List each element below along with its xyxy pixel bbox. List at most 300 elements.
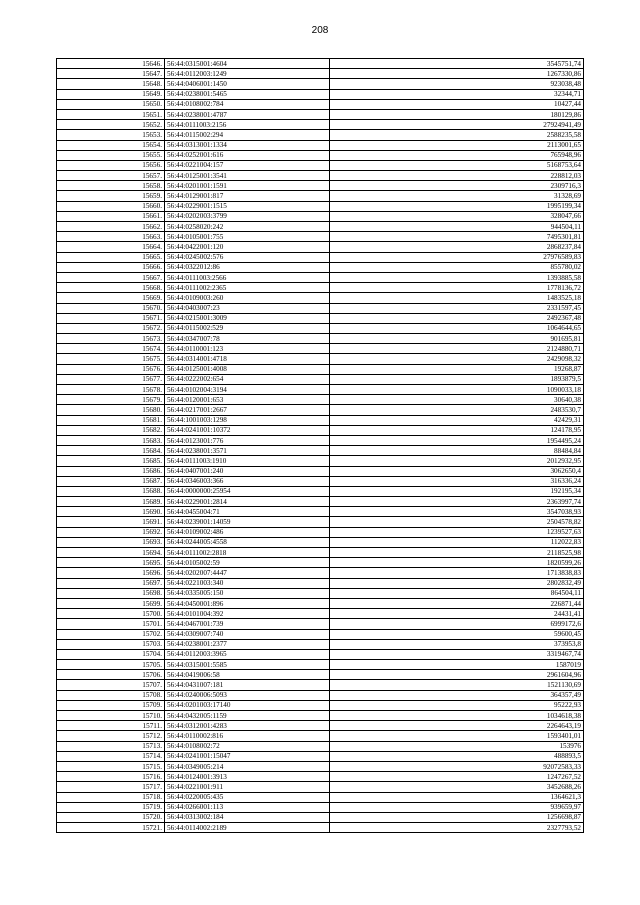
table-row xyxy=(57,741,584,751)
table-row xyxy=(57,364,584,374)
cadastral-number-cell: 56:44:0215001:3009 xyxy=(165,313,330,323)
cadastral-value-cell: 19268,87 xyxy=(330,364,584,374)
cadastral-value-cell: 5168753,64 xyxy=(330,160,584,170)
page-number: 208 xyxy=(311,25,329,36)
row-number-cell: 15702. xyxy=(57,629,165,639)
cadastral-number-cell: 56:44:0114002:2189 xyxy=(165,823,330,833)
cadastral-value-cell: 901695,81 xyxy=(330,334,584,344)
row-number-cell: 15711. xyxy=(57,721,165,731)
cadastral-number-cell: 56:44:0111003:1910 xyxy=(165,456,330,466)
cadastral-number-cell: 56:44:0221004:157 xyxy=(165,160,330,170)
table-row xyxy=(57,252,584,262)
cadastral-number-cell: 56:44:0220005:435 xyxy=(165,792,330,802)
cadastral-value-cell: 2961604,96 xyxy=(330,670,584,680)
table-row xyxy=(57,792,584,802)
cadastral-value-cell: 1034618,38 xyxy=(330,711,584,721)
row-number-cell: 15647. xyxy=(57,69,165,79)
row-number-cell: 15719. xyxy=(57,802,165,812)
cadastral-number-cell: 56:44:0217001:2667 xyxy=(165,405,330,415)
cadastral-value-cell: 1064644,65 xyxy=(330,323,584,333)
table-row xyxy=(57,232,584,242)
table-row xyxy=(57,629,584,639)
row-number-cell: 15657. xyxy=(57,171,165,181)
table-row xyxy=(57,242,584,252)
cadastral-number-cell: 56:44:0315001:4604 xyxy=(165,59,330,69)
cadastral-value-cell: 1778136,72 xyxy=(330,283,584,293)
table-row xyxy=(57,772,584,782)
cadastral-number-cell: 56:44:0222002:654 xyxy=(165,374,330,384)
cadastral-number-cell: 56:44:0252001:616 xyxy=(165,150,330,160)
table-row xyxy=(57,609,584,619)
cadastral-value-cell: 1256698,87 xyxy=(330,812,584,822)
table-row xyxy=(57,517,584,527)
cadastral-number-cell: 56:44:0266001:113 xyxy=(165,802,330,812)
cadastral-number-cell: 56:44:0201003:17140 xyxy=(165,700,330,710)
cadastral-value-cell: 1713838,83 xyxy=(330,568,584,578)
table-row xyxy=(57,568,584,578)
cadastral-value-cell: 95222,93 xyxy=(330,700,584,710)
cadastral-number-cell: 56:44:0102004:3194 xyxy=(165,385,330,395)
table-row xyxy=(57,120,584,130)
row-number-cell: 15676. xyxy=(57,364,165,374)
cadastral-number-cell: 56:44:0229001:2814 xyxy=(165,497,330,507)
cadastral-value-cell: 3452688,26 xyxy=(330,782,584,792)
row-number-cell: 15659. xyxy=(57,191,165,201)
row-number-cell: 15653. xyxy=(57,130,165,140)
cadastral-value-cell: 1267330,86 xyxy=(330,69,584,79)
cadastral-value-cell: 226871,44 xyxy=(330,598,584,608)
cadastral-value-cell: 2429098,32 xyxy=(330,354,584,364)
table-row xyxy=(57,89,584,99)
cadastral-number-cell: 56:44:0108002:784 xyxy=(165,99,330,109)
cadastral-number-cell: 56:44:0238001:3571 xyxy=(165,446,330,456)
cadastral-value-cell: 10427,44 xyxy=(330,99,584,109)
table-row xyxy=(57,497,584,507)
row-number-cell: 15690. xyxy=(57,507,165,517)
table-row xyxy=(57,425,584,435)
cadastral-number-cell: 56:44:0313002:184 xyxy=(165,812,330,822)
table-row xyxy=(57,405,584,415)
cadastral-value-cell: 124178,95 xyxy=(330,425,584,435)
row-number-cell: 15652. xyxy=(57,120,165,130)
row-number-cell: 15701. xyxy=(57,619,165,629)
table-row xyxy=(57,79,584,89)
cadastral-value-cell: 27976589,83 xyxy=(330,252,584,262)
cadastral-number-cell: 56:44:0229001:1515 xyxy=(165,201,330,211)
cadastral-number-cell: 56:44:0322012:86 xyxy=(165,262,330,272)
row-number-cell: 15685. xyxy=(57,456,165,466)
cadastral-number-cell: 56:44:0467001:739 xyxy=(165,619,330,629)
cadastral-value-cell: 1893879,5 xyxy=(330,374,584,384)
cadastral-number-cell: 56:44:0202007:4447 xyxy=(165,568,330,578)
table-row xyxy=(57,99,584,109)
row-number-cell: 15688. xyxy=(57,486,165,496)
cadastral-value-cell: 2588235,58 xyxy=(330,130,584,140)
row-number-cell: 15679. xyxy=(57,395,165,405)
cadastral-value-cell: 3545751,74 xyxy=(330,59,584,69)
table-row xyxy=(57,486,584,496)
table-row xyxy=(57,598,584,608)
row-number-cell: 15720. xyxy=(57,812,165,822)
cadastral-value-cell: 2113001,65 xyxy=(330,140,584,150)
cadastral-value-cell: 7495301,81 xyxy=(330,232,584,242)
cadastral-value-cell: 1247267,52 xyxy=(330,772,584,782)
cadastral-number-cell: 56:44:0105002:59 xyxy=(165,558,330,568)
row-number-cell: 15704. xyxy=(57,649,165,659)
table-row xyxy=(57,374,584,384)
table-row xyxy=(57,690,584,700)
row-number-cell: 15654. xyxy=(57,140,165,150)
cadastral-value-cell: 2483530,7 xyxy=(330,405,584,415)
cadastral-number-cell: 56:44:0238001:2377 xyxy=(165,639,330,649)
row-number-cell: 15683. xyxy=(57,435,165,445)
cadastral-value-cell: 488893,5 xyxy=(330,751,584,761)
cadastral-value-cell: 1483525,18 xyxy=(330,293,584,303)
cadastral-value-cell: 1239527,63 xyxy=(330,527,584,537)
table-row xyxy=(57,334,584,344)
cadastral-value-cell: 30640,38 xyxy=(330,395,584,405)
row-number-cell: 15651. xyxy=(57,109,165,119)
table-row xyxy=(57,466,584,476)
table-row xyxy=(57,262,584,272)
table-row xyxy=(57,303,584,313)
cadastral-number-cell: 56:44:0125001:3541 xyxy=(165,171,330,181)
cadastral-number-cell: 56:44:0120001:653 xyxy=(165,395,330,405)
table-row xyxy=(57,619,584,629)
cadastral-number-cell: 56:44:0109002:486 xyxy=(165,527,330,537)
row-number-cell: 15718. xyxy=(57,792,165,802)
cadastral-value-cell: 180129,86 xyxy=(330,109,584,119)
table-row xyxy=(57,211,584,221)
cadastral-value-cell: 939659,97 xyxy=(330,802,584,812)
table-row xyxy=(57,344,584,354)
cadastral-value-cell: 153976 xyxy=(330,741,584,751)
row-number-cell: 15684. xyxy=(57,446,165,456)
cadastral-value-cell: 24431,41 xyxy=(330,609,584,619)
cadastral-value-cell: 1593401,01 xyxy=(330,731,584,741)
row-number-cell: 15709. xyxy=(57,700,165,710)
cadastral-number-cell: 56:44:0455004:71 xyxy=(165,507,330,517)
cadastral-number-cell: 56:44:0407001:240 xyxy=(165,466,330,476)
row-number-cell: 15665. xyxy=(57,252,165,262)
row-number-cell: 15661. xyxy=(57,211,165,221)
row-number-cell: 15674. xyxy=(57,344,165,354)
cadastral-number-cell: 56:44:0403007:23 xyxy=(165,303,330,313)
cadastral-number-cell: 56:44:0432005:1159 xyxy=(165,711,330,721)
cadastral-value-cell: 2331597,45 xyxy=(330,303,584,313)
cadastral-number-cell: 56:44:0312001:4283 xyxy=(165,721,330,731)
row-number-cell: 15682. xyxy=(57,425,165,435)
row-number-cell: 15671. xyxy=(57,313,165,323)
row-number-cell: 15694. xyxy=(57,548,165,558)
cadastral-number-cell: 56:44:0124001:3913 xyxy=(165,772,330,782)
table-row xyxy=(57,59,584,69)
table-row xyxy=(57,191,584,201)
cadastral-value-cell: 864504,11 xyxy=(330,588,584,598)
cadastral-number-cell: 56:44:0112003:1249 xyxy=(165,69,330,79)
cadastral-value-cell: 192195,34 xyxy=(330,486,584,496)
table-row xyxy=(57,140,584,150)
cadastral-number-cell: 56:44:0431007:181 xyxy=(165,680,330,690)
table-row xyxy=(57,711,584,721)
row-number-cell: 15658. xyxy=(57,181,165,191)
row-number-cell: 15695. xyxy=(57,558,165,568)
cadastral-value-cell: 1820599,26 xyxy=(330,558,584,568)
row-number-cell: 15686. xyxy=(57,466,165,476)
row-number-cell: 15708. xyxy=(57,690,165,700)
cadastral-number-cell: 56:44:0313001:1334 xyxy=(165,140,330,150)
cadastral-value-cell: 2504578,82 xyxy=(330,517,584,527)
row-number-cell: 15660. xyxy=(57,201,165,211)
cadastral-value-cell: 2363997,74 xyxy=(330,497,584,507)
table-row xyxy=(57,323,584,333)
cadastral-number-cell: 56:44:0244005:4558 xyxy=(165,537,330,547)
cadastral-number-cell: 56:44:0347007:78 xyxy=(165,334,330,344)
row-number-cell: 15666. xyxy=(57,262,165,272)
row-number-cell: 15689. xyxy=(57,497,165,507)
cadastral-number-cell: 56:44:0111003:2566 xyxy=(165,272,330,282)
table-row xyxy=(57,171,584,181)
table-row xyxy=(57,731,584,741)
cadastral-value-cell: 32344,71 xyxy=(330,89,584,99)
cadastral-number-cell: 56:44:0240006:5093 xyxy=(165,690,330,700)
cadastral-value-cell: 373953,8 xyxy=(330,639,584,649)
cadastral-value-cell: 364357,49 xyxy=(330,690,584,700)
row-number-cell: 15713. xyxy=(57,741,165,751)
cadastral-number-cell: 56:44:0125001:4008 xyxy=(165,364,330,374)
row-number-cell: 15675. xyxy=(57,354,165,364)
cadastral-number-cell: 56:44:0111002:2365 xyxy=(165,283,330,293)
cadastral-value-cell: 1090033,18 xyxy=(330,385,584,395)
table-row xyxy=(57,721,584,731)
cadastral-value-cell: 92072583,33 xyxy=(330,761,584,771)
cadastral-number-cell: 56:44:0110002:816 xyxy=(165,731,330,741)
table-row xyxy=(57,507,584,517)
cadastral-number-cell: 56:44:0346003:366 xyxy=(165,476,330,486)
table-row xyxy=(57,700,584,710)
table-row xyxy=(57,456,584,466)
cadastral-value-cell: 2012932,95 xyxy=(330,456,584,466)
cadastral-number-cell: 56:44:0000000:25954 xyxy=(165,486,330,496)
table-row xyxy=(57,160,584,170)
table-row xyxy=(57,802,584,812)
cadastral-number-cell: 56:44:0258020:242 xyxy=(165,222,330,232)
row-number-cell: 15667. xyxy=(57,272,165,282)
table-row xyxy=(57,272,584,282)
cadastral-value-cell: 3547038,93 xyxy=(330,507,584,517)
table-row xyxy=(57,293,584,303)
table-row xyxy=(57,649,584,659)
table-row xyxy=(57,69,584,79)
cadastral-number-cell: 56:44:0245002:576 xyxy=(165,252,330,262)
cadastral-value-cell: 27924941,49 xyxy=(330,120,584,130)
table-row xyxy=(57,670,584,680)
cadastral-number-cell: 56:44:0422001:120 xyxy=(165,242,330,252)
row-number-cell: 15700. xyxy=(57,609,165,619)
row-number-cell: 15687. xyxy=(57,476,165,486)
cadastral-number-cell: 56:44:0112003:3965 xyxy=(165,649,330,659)
cadastral-number-cell: 56:44:0335005:150 xyxy=(165,588,330,598)
cadastral-number-cell: 56:44:0101004:392 xyxy=(165,609,330,619)
cadastral-value-cell: 1995199,34 xyxy=(330,201,584,211)
cadastral-number-cell: 56:44:0129001:817 xyxy=(165,191,330,201)
row-number-cell: 15721. xyxy=(57,823,165,833)
table-row xyxy=(57,283,584,293)
cadastral-number-cell: 56:44:0111003:2156 xyxy=(165,120,330,130)
table-row xyxy=(57,639,584,649)
table-row xyxy=(57,537,584,547)
cadastral-number-cell: 56:44:0349005:214 xyxy=(165,761,330,771)
table-row xyxy=(57,313,584,323)
row-number-cell: 15669. xyxy=(57,293,165,303)
row-number-cell: 15663. xyxy=(57,232,165,242)
cadastral-value-cell: 923038,48 xyxy=(330,79,584,89)
row-number-cell: 15677. xyxy=(57,374,165,384)
cadastral-number-cell: 56:44:0123001:776 xyxy=(165,435,330,445)
row-number-cell: 15697. xyxy=(57,578,165,588)
table-row xyxy=(57,446,584,456)
table-row xyxy=(57,761,584,771)
cadastral-value-cell: 3319467,74 xyxy=(330,649,584,659)
cadastral-value-cell: 1393885,58 xyxy=(330,272,584,282)
row-number-cell: 15662. xyxy=(57,222,165,232)
row-number-cell: 15699. xyxy=(57,598,165,608)
cadastral-number-cell: 56:44:0105001:755 xyxy=(165,232,330,242)
row-number-cell: 15664. xyxy=(57,242,165,252)
row-number-cell: 15648. xyxy=(57,79,165,89)
row-number-cell: 15716. xyxy=(57,772,165,782)
table-row xyxy=(57,385,584,395)
cadastral-number-cell: 56:44:0238001:4787 xyxy=(165,109,330,119)
cadastral-number-cell: 56:44:0111002:2818 xyxy=(165,548,330,558)
cadastral-number-cell: 56:44:0450001:896 xyxy=(165,598,330,608)
cadastral-number-cell: 56:44:1001003:1298 xyxy=(165,415,330,425)
cadastral-value-cell: 2327793,52 xyxy=(330,823,584,833)
table-row xyxy=(57,588,584,598)
table-row xyxy=(57,181,584,191)
cadastral-number-cell: 56:44:0314001:4718 xyxy=(165,354,330,364)
table-row xyxy=(57,527,584,537)
cadastral-value-cell: 855780,02 xyxy=(330,262,584,272)
table-row xyxy=(57,130,584,140)
row-number-cell: 15670. xyxy=(57,303,165,313)
table-row xyxy=(57,782,584,792)
cadastral-value-cell: 328047,66 xyxy=(330,211,584,221)
table-row xyxy=(57,395,584,405)
cadastral-number-cell: 56:44:0201001:1591 xyxy=(165,181,330,191)
row-number-cell: 15698. xyxy=(57,588,165,598)
cadastral-value-cell: 228812,03 xyxy=(330,171,584,181)
cadastral-value-cell: 59600,45 xyxy=(330,629,584,639)
cadastral-value-cell: 31328,69 xyxy=(330,191,584,201)
row-number-cell: 15714. xyxy=(57,751,165,761)
cadastral-number-cell: 56:44:0109003:260 xyxy=(165,293,330,303)
cadastral-number-cell: 56:44:0110001:123 xyxy=(165,344,330,354)
registry-table xyxy=(56,58,584,833)
row-number-cell: 15680. xyxy=(57,405,165,415)
cadastral-value-cell: 2124880,71 xyxy=(330,344,584,354)
cadastral-number-cell: 56:44:0202003:3799 xyxy=(165,211,330,221)
cadastral-number-cell: 56:44:0115002:294 xyxy=(165,130,330,140)
row-number-cell: 15710. xyxy=(57,711,165,721)
cadastral-number-cell: 56:44:0221001:911 xyxy=(165,782,330,792)
table-row xyxy=(57,680,584,690)
cadastral-value-cell: 2264643,19 xyxy=(330,721,584,731)
row-number-cell: 15712. xyxy=(57,731,165,741)
cadastral-value-cell: 2802832,49 xyxy=(330,578,584,588)
cadastral-number-cell: 56:44:0238001:5465 xyxy=(165,89,330,99)
cadastral-value-cell: 1954495,24 xyxy=(330,435,584,445)
table-row xyxy=(57,435,584,445)
row-number-cell: 15706. xyxy=(57,670,165,680)
row-number-cell: 15681. xyxy=(57,415,165,425)
table-row xyxy=(57,578,584,588)
table-row xyxy=(57,751,584,761)
row-number-cell: 15692. xyxy=(57,527,165,537)
cadastral-number-cell: 56:44:0115002:529 xyxy=(165,323,330,333)
cadastral-number-cell: 56:44:0239001:14059 xyxy=(165,517,330,527)
row-number-cell: 15655. xyxy=(57,150,165,160)
row-number-cell: 15693. xyxy=(57,537,165,547)
row-number-cell: 15656. xyxy=(57,160,165,170)
cadastral-number-cell: 56:44:0108002:72 xyxy=(165,741,330,751)
cadastral-number-cell: 56:44:0315001:5585 xyxy=(165,660,330,670)
cadastral-value-cell: 2118525,98 xyxy=(330,548,584,558)
cadastral-number-cell: 56:44:0419006:58 xyxy=(165,670,330,680)
cadastral-number-cell: 56:44:0406001:1450 xyxy=(165,79,330,89)
table-row xyxy=(57,222,584,232)
row-number-cell: 15668. xyxy=(57,283,165,293)
cadastral-value-cell: 3062650,4 xyxy=(330,466,584,476)
cadastral-value-cell: 765948,96 xyxy=(330,150,584,160)
row-number-cell: 15715. xyxy=(57,761,165,771)
row-number-cell: 15672. xyxy=(57,323,165,333)
row-number-cell: 15646. xyxy=(57,59,165,69)
cadastral-value-cell: 1587019 xyxy=(330,660,584,670)
cadastral-value-cell: 316336,24 xyxy=(330,476,584,486)
cadastral-value-cell: 2492367,48 xyxy=(330,313,584,323)
table-row xyxy=(57,660,584,670)
row-number-cell: 15703. xyxy=(57,639,165,649)
table-row xyxy=(57,415,584,425)
table-row xyxy=(57,201,584,211)
table-row xyxy=(57,354,584,364)
cadastral-value-cell: 1364621,3 xyxy=(330,792,584,802)
table-row xyxy=(57,823,584,833)
row-number-cell: 15707. xyxy=(57,680,165,690)
cadastral-number-cell: 56:44:0309007:740 xyxy=(165,629,330,639)
cadastral-value-cell: 88484,84 xyxy=(330,446,584,456)
cadastral-value-cell: 2868237,84 xyxy=(330,242,584,252)
row-number-cell: 15717. xyxy=(57,782,165,792)
table-row xyxy=(57,812,584,822)
row-number-cell: 15673. xyxy=(57,334,165,344)
cadastral-value-cell: 42429,31 xyxy=(330,415,584,425)
table-row xyxy=(57,476,584,486)
row-number-cell: 15705. xyxy=(57,660,165,670)
cadastral-value-cell: 1521130,69 xyxy=(330,680,584,690)
row-number-cell: 15691. xyxy=(57,517,165,527)
row-number-cell: 15696. xyxy=(57,568,165,578)
cadastral-value-cell: 944504,11 xyxy=(330,222,584,232)
cadastral-number-cell: 56:44:0221003:340 xyxy=(165,578,330,588)
cadastral-value-cell: 112022,83 xyxy=(330,537,584,547)
cadastral-value-cell: 2309716,3 xyxy=(330,181,584,191)
table-row xyxy=(57,109,584,119)
row-number-cell: 15678. xyxy=(57,385,165,395)
registry-table-body xyxy=(57,59,584,833)
table-row xyxy=(57,558,584,568)
